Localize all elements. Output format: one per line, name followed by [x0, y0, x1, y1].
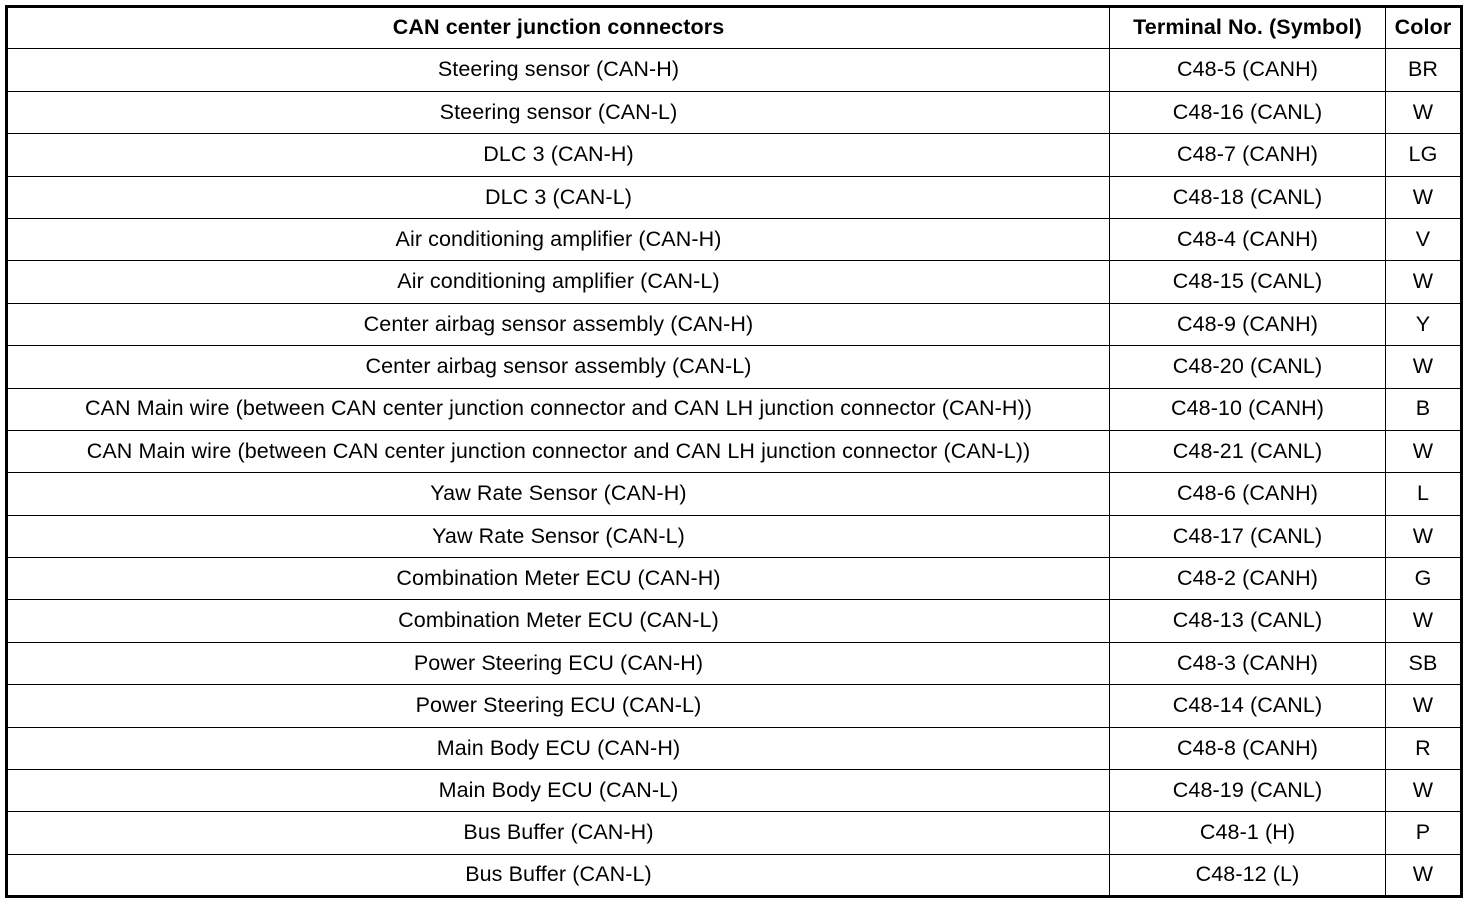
cell-connector: Bus Buffer (CAN-L): [7, 854, 1110, 896]
table-row: [7, 134, 1462, 176]
cell-terminal: C48-1 (H): [1110, 812, 1386, 854]
cell-color: LG: [1386, 134, 1462, 176]
can-junction-connector-table: [5, 5, 1463, 898]
table-row: [7, 515, 1462, 557]
cell-color: Y: [1386, 303, 1462, 345]
cell-connector: Center airbag sensor assembly (CAN-L): [7, 346, 1110, 388]
table-row: [7, 303, 1462, 345]
cell-connector: Main Body ECU (CAN-H): [7, 727, 1110, 769]
table-row: [7, 473, 1462, 515]
cell-color: W: [1386, 430, 1462, 472]
table-row: [7, 430, 1462, 472]
table-body: [7, 49, 1462, 897]
cell-connector: DLC 3 (CAN-H): [7, 134, 1110, 176]
cell-connector: Air conditioning amplifier (CAN-H): [7, 218, 1110, 260]
cell-connector: Combination Meter ECU (CAN-H): [7, 558, 1110, 600]
cell-terminal: C48-21 (CANL): [1110, 430, 1386, 472]
cell-terminal: C48-6 (CANH): [1110, 473, 1386, 515]
table-row: [7, 770, 1462, 812]
cell-color: L: [1386, 473, 1462, 515]
cell-connector: Bus Buffer (CAN-H): [7, 812, 1110, 854]
cell-terminal: C48-8 (CANH): [1110, 727, 1386, 769]
cell-color: W: [1386, 346, 1462, 388]
table-row: [7, 727, 1462, 769]
cell-connector: Power Steering ECU (CAN-L): [7, 685, 1110, 727]
header-color: Color: [1386, 7, 1462, 49]
cell-connector: Power Steering ECU (CAN-H): [7, 642, 1110, 684]
cell-connector: Yaw Rate Sensor (CAN-H): [7, 473, 1110, 515]
cell-connector: Air conditioning amplifier (CAN-L): [7, 261, 1110, 303]
table-row: [7, 642, 1462, 684]
table-row: [7, 685, 1462, 727]
table-row: [7, 854, 1462, 896]
cell-terminal: C48-17 (CANL): [1110, 515, 1386, 557]
cell-connector: DLC 3 (CAN-L): [7, 176, 1110, 218]
cell-terminal: C48-4 (CANH): [1110, 218, 1386, 260]
table-row: [7, 176, 1462, 218]
cell-color: B: [1386, 388, 1462, 430]
table-row: [7, 91, 1462, 133]
cell-terminal: C48-14 (CANL): [1110, 685, 1386, 727]
table-row: [7, 261, 1462, 303]
table-row: [7, 558, 1462, 600]
cell-color: W: [1386, 261, 1462, 303]
cell-terminal: C48-7 (CANH): [1110, 134, 1386, 176]
cell-color: W: [1386, 176, 1462, 218]
cell-terminal: C48-15 (CANL): [1110, 261, 1386, 303]
table-row: [7, 49, 1462, 91]
cell-color: BR: [1386, 49, 1462, 91]
cell-terminal: C48-12 (L): [1110, 854, 1386, 896]
cell-terminal: C48-19 (CANL): [1110, 770, 1386, 812]
cell-terminal: C48-16 (CANL): [1110, 91, 1386, 133]
cell-color: P: [1386, 812, 1462, 854]
cell-connector: Steering sensor (CAN-H): [7, 49, 1110, 91]
table-row: [7, 812, 1462, 854]
cell-color: W: [1386, 685, 1462, 727]
cell-terminal: C48-18 (CANL): [1110, 176, 1386, 218]
cell-connector: CAN Main wire (between CAN center junction connector and CAN LH junction connector (CAN-H)): [7, 388, 1110, 430]
cell-connector: Main Body ECU (CAN-L): [7, 770, 1110, 812]
cell-terminal: C48-10 (CANH): [1110, 388, 1386, 430]
cell-terminal: C48-13 (CANL): [1110, 600, 1386, 642]
cell-color: SB: [1386, 642, 1462, 684]
cell-connector: Center airbag sensor assembly (CAN-H): [7, 303, 1110, 345]
table-row: [7, 346, 1462, 388]
cell-terminal: C48-20 (CANL): [1110, 346, 1386, 388]
cell-color: W: [1386, 770, 1462, 812]
cell-connector: Steering sensor (CAN-L): [7, 91, 1110, 133]
cell-connector: Yaw Rate Sensor (CAN-L): [7, 515, 1110, 557]
cell-terminal: C48-2 (CANH): [1110, 558, 1386, 600]
header-row: [7, 7, 1462, 49]
cell-terminal: C48-5 (CANH): [1110, 49, 1386, 91]
header-connector: CAN center junction connectors: [7, 7, 1110, 49]
header-terminal: Terminal No. (Symbol): [1110, 7, 1386, 49]
cell-color: G: [1386, 558, 1462, 600]
cell-color: W: [1386, 515, 1462, 557]
cell-color: W: [1386, 854, 1462, 896]
cell-connector: Combination Meter ECU (CAN-L): [7, 600, 1110, 642]
cell-color: W: [1386, 91, 1462, 133]
cell-color: W: [1386, 600, 1462, 642]
cell-color: R: [1386, 727, 1462, 769]
cell-connector: CAN Main wire (between CAN center junction connector and CAN LH junction connector (CAN-L)): [7, 430, 1110, 472]
table-row: [7, 388, 1462, 430]
connector-table-container: [5, 5, 1460, 895]
cell-terminal: C48-3 (CANH): [1110, 642, 1386, 684]
table-row: [7, 600, 1462, 642]
cell-color: V: [1386, 218, 1462, 260]
table-row: [7, 218, 1462, 260]
cell-terminal: C48-9 (CANH): [1110, 303, 1386, 345]
